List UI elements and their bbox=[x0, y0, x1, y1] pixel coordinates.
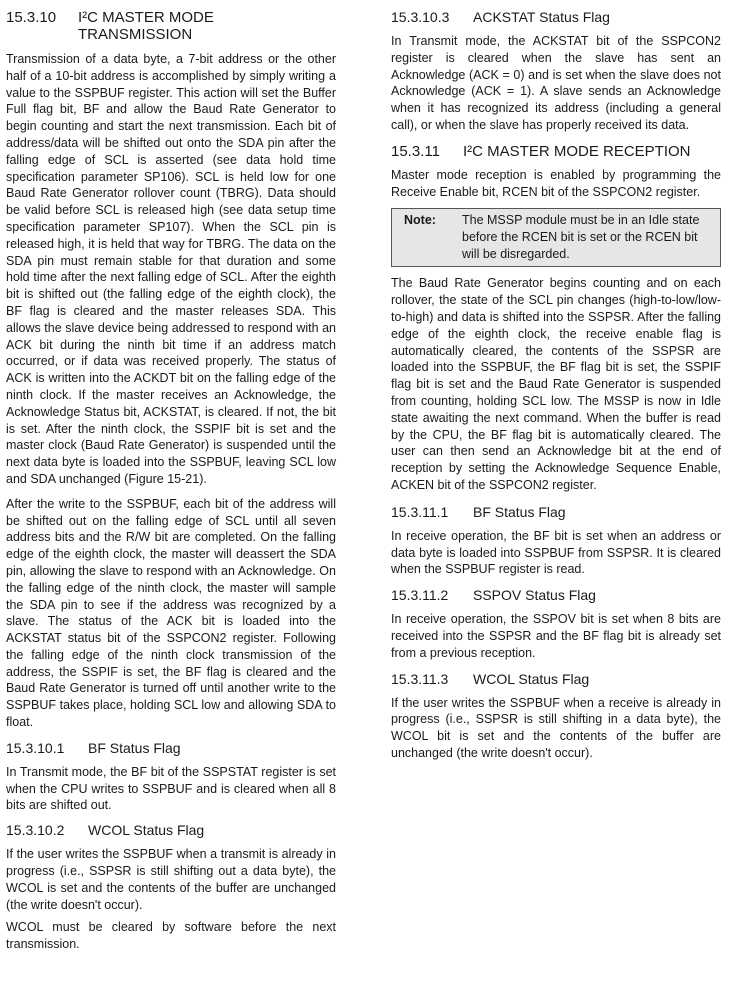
paragraph-reception-enable: Master mode reception is enabled by programming the Receive Enable bit, RCEN bit of the SSPCON2 register. bbox=[391, 167, 721, 199]
section-title-line1: I²C MASTER MODE bbox=[78, 9, 214, 26]
subsection-heading-sspov bbox=[391, 587, 721, 604]
section-number: 15.3.10 bbox=[6, 9, 57, 26]
subsection-title: BF Status Flag bbox=[88, 739, 181, 756]
paragraph-bf-transmit: In Transmit mode, the BF bit of the SSPSTAT register is set when the CPU writes to SSPBUF and is cleared when all 8 bits are shifted out. bbox=[6, 764, 336, 813]
right-column bbox=[391, 0, 721, 762]
paragraph-wcol-transmit: If the user writes the SSPBUF when a transmit is already in progress (i.e., SSPSR is still shifting out a data byte), the WCOL is set and the contents of the buffer are unchanged (the write doesn't occur). bbox=[6, 847, 336, 912]
subsection-heading-wcol-receive bbox=[391, 671, 721, 688]
subsection-number: 15.3.11.1 bbox=[391, 503, 449, 520]
subsection-heading-bf-transmit bbox=[6, 740, 336, 757]
section-heading-master-transmission bbox=[6, 9, 336, 43]
note-box bbox=[391, 208, 721, 267]
subsection-number: 15.3.10.3 bbox=[391, 9, 450, 25]
subsection-number: 15.3.10.1 bbox=[6, 739, 65, 756]
subsection-heading-wcol-transmit bbox=[6, 822, 336, 839]
section-heading-master-reception bbox=[391, 143, 721, 160]
subsection-title: WCOL Status Flag bbox=[88, 822, 205, 839]
paragraph-address-shift: After the write to the SSPBUF, each bit of the address will be shifted out on the falling edge of SCL until all seven address bits and the R/W bit are completed. On the falling edge of the eighth clock, the master will deassert the SDA pin, allowing the slave to respond with an Acknowledge. On the falling edge of the ninth clock, the master will sample the SDA pin to see if the address was recognized by a slave. The status of the ACK bit is loaded into the ACKSTAT status bit of the SSPCON2 register. Following the falling edge of the ninth clock transmission of the address, the SSPIF is set, the BF flag is cleared and the Baud Rate Generator is turned off until another write to the SSPBUF takes place, holding SCL low and allowing SDA to float. bbox=[6, 496, 336, 730]
left-column bbox=[6, 0, 336, 953]
paragraph-bf-receive: In receive operation, the BF bit is set when an address or data byte is loaded into SSPBUF from SSPSR. It is cleared when the SSPBUF register is read. bbox=[391, 528, 721, 577]
subsection-number: 15.3.11.2 bbox=[391, 587, 449, 604]
paragraph-wcol-receive: If the user writes the SSPBUF when a receive is already in progress (i.e., SSPSR is still shifting in a data byte), the WCOL bit is set and the contents of the buffer are unchanged (the write doesn't occur). bbox=[391, 695, 721, 760]
note-text: The MSSP module must be in an Idle state before the RCEN bit is set or the RCEN bit will be disregarded. bbox=[462, 213, 700, 262]
note-label: Note: bbox=[404, 213, 436, 228]
section-title: I²C MASTER MODE RECEPTION bbox=[463, 142, 691, 160]
paragraph-wcol-clear: WCOL must be cleared by software before the next transmission. bbox=[6, 920, 336, 952]
section-number: 15.3.11 bbox=[391, 142, 440, 160]
paragraph-sspov: In receive operation, the SSPOV bit is set when 8 bits are received into the SSPSR and the BF flag bit is already set from a previous reception. bbox=[391, 612, 721, 660]
section-title-line2: TRANSMISSION bbox=[78, 26, 193, 43]
subsection-heading-ackstat bbox=[391, 9, 721, 26]
subsection-title: SSPOV Status Flag bbox=[473, 587, 596, 604]
subsection-title: ACKSTAT Status Flag bbox=[473, 9, 610, 25]
paragraph-ackstat: In Transmit mode, the ACKSTAT bit of the SSPCON2 register is cleared when the slave has sent an Acknowledge (ACK = 0) and is set when the slave does not Acknowledge (ACK = 1). A slave sends an Acknowledge when it has recognized its address (including a general call), or when the slave has properly received its data. bbox=[391, 34, 721, 132]
subsection-title: WCOL Status Flag bbox=[473, 670, 590, 687]
paragraph-reception-sequence: The Baud Rate Generator begins counting and on each rollover, the state of the SCL pin changes (high-to-low/low-to-high) and data is shifted into the SSPSR. After the falling edge of the eighth clock, the receive enable flag is automatically cleared, the contents of the SSPSR are loaded into the SSPBUF, the BF flag bit is set, the SSPIF flag bit is set and the Baud Rate Generator is suspended from counting, holding SCL low. The MSSP is now in Idle state awaiting the next command. When the buffer is read by the CPU, the BF flag bit is automatically cleared. The user can then send an Acknowledge bit at the end of reception by setting the Acknowledge Sequence Enable, ACKEN bit of the SSPCON2 register. bbox=[391, 276, 721, 492]
subsection-number: 15.3.10.2 bbox=[6, 822, 65, 839]
subsection-heading-bf-receive bbox=[391, 504, 721, 521]
subsection-number: 15.3.11.3 bbox=[391, 670, 449, 687]
subsection-title: BF Status Flag bbox=[473, 503, 566, 520]
paragraph-transmission-overview: Transmission of a data byte, a 7-bit address or the other half of a 10-bit address is accomplished by simply writing a value to the SSPBUF register. This action will set the Buffer Full flag bit, BF and allow the Baud Rate Generator to begin counting and start the next transmission. Each bit of address/data will be shifted out onto the SDA pin after the falling edge of SCL is asserted (see data hold time specification parameter SP106). SCL is held low for one Baud Rate Generator rollover count (TBRG). Data should be valid before SCL is released high (see data setup time specification parameter SP107). When the SCL pin is released high, it is held that way for TBRG. The data on the SDA pin must remain stable for that duration and some hold time after the next falling edge of SCL. After the eighth bit is shifted out (the falling edge of the eighth clock), the BF flag is cleared and the master releases SDA. This allows the slave device being addressed to respond with an ACK bit during the ninth bit time if an address match occurred, or if data was received properly. The status of ACK is written into the ACKDT bit on the falling edge of the ninth clock. If the master receives an Acknowledge, the Acknowledge Status bit, ACKSTAT, is cleared. If not, the bit is set. After the ninth clock, the SSPIF bit is set and the master clock (Baud Rate Generator) is suspended until the next data byte is loaded into the SSPBUF, leaving SCL low and SDA unchanged (Figure 15-21). bbox=[6, 52, 336, 486]
section-title bbox=[78, 9, 336, 43]
